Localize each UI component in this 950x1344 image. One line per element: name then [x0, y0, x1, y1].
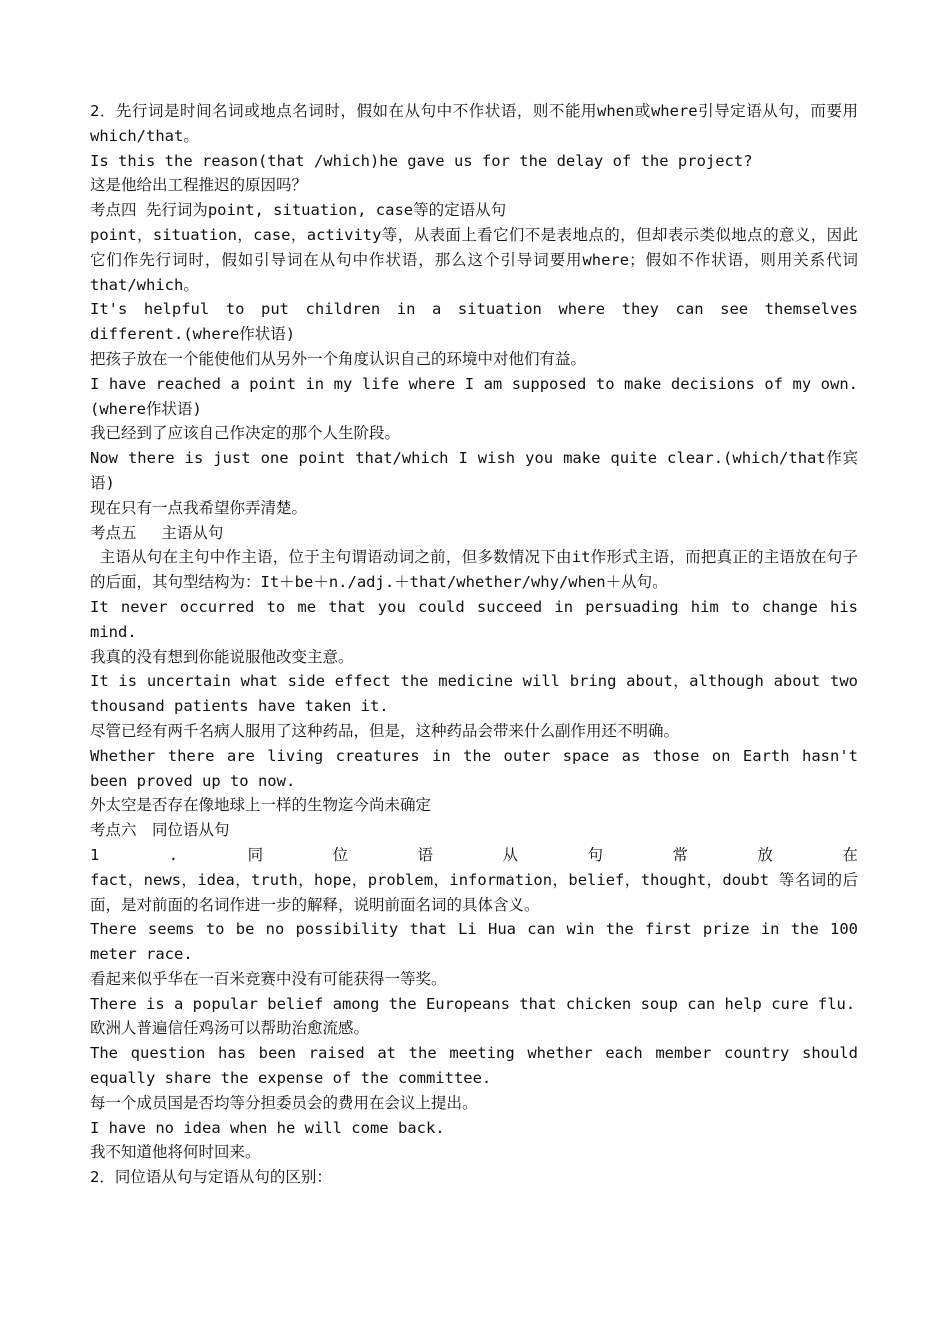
spread-char: 1	[90, 845, 100, 864]
text-line: 欧洲人普遍信任鸡汤可以帮助治愈流感。	[90, 1019, 370, 1038]
text-line: The question has been raised at the meeting whether each member country should equally share the expense of the committee.	[90, 1044, 868, 1088]
text-line: Now there is just one point that/which I wish you make quite clear.(which/that作宾语)	[90, 449, 858, 492]
text-line: 外太空是否存在像地球上一样的生物迄今尚未确定	[90, 796, 432, 815]
spread-char: 同	[247, 845, 264, 864]
text-line: I have reached a point in my life where I am supposed to make decisions of my own.(where作状语)	[90, 374, 858, 418]
text-line: There is a popular belief among the Europeans that chicken soup can help cure flu.	[90, 994, 856, 1013]
spread-text-line	[90, 843, 858, 868]
text-line: It's helpful to put children in a situation where they can see themselves different.(where作状语)	[90, 300, 868, 344]
spread-char: .	[168, 845, 179, 864]
text-line: It never occurred to me that you could succeed in persuading him to change his mind.	[90, 597, 868, 641]
spread-char: 放	[757, 845, 773, 864]
spread-char: 语	[417, 845, 434, 864]
text-line: 我真的没有想到你能说服他改变主意。	[90, 647, 354, 666]
section-heading: 考点五 主语从句	[90, 523, 224, 542]
text-line: 2．先行词是时间名词或地点名词时，假如在从句中不作状语，则不能用when或where引导定语从句，而要用which/that。	[90, 102, 858, 145]
section-heading: 考点四 先行词为point, situation, case等的定语从句	[90, 201, 507, 220]
spread-char: 从	[502, 845, 519, 864]
text-line: 每一个成员国是否均等分担委员会的费用在会议上提出。	[90, 1093, 478, 1112]
text-line: 主语从句在主句中作主语，位于主句谓语动词之前，但多数情况下由it作形式主语，而把真正的主语放在句子的后面，其句型结构为：It＋be＋n./adj.＋that/whether/why/when＋从句。	[90, 548, 858, 592]
text-line: It is uncertain what side effect the medicine will bring about，although about two thousand patients have taken it.	[90, 672, 868, 716]
text-line: 我已经到了应该自己作决定的那个人生阶段。	[90, 424, 401, 443]
text-line: 尽管已经有两千名病人服用了这种药品，但是，这种药品会带来什么副作用还不明确。	[90, 721, 680, 740]
text-line: 看起来似乎华在一百米竞赛中没有可能获得一等奖。	[90, 969, 447, 988]
section-heading: 考点六 同位语从句	[90, 821, 230, 840]
spread-char: 句	[587, 845, 603, 864]
text-line: There seems to be no possibility that Li Hua can win the first prize in the 100 meter race.	[90, 920, 877, 964]
text-line: 把孩子放在一个能使他们从另外一个角度认识自己的环境中对他们有益。	[90, 349, 587, 368]
text-line: 我不知道他将何时回来。	[90, 1143, 261, 1162]
document-body	[90, 99, 877, 1190]
text-line: Is this the reason(that /which)he gave us for the delay of the project?	[90, 151, 753, 170]
spread-char: 位	[332, 845, 349, 864]
text-line: Whether there are living creatures in the outer space as those on Earth hasn't been proved up to now.	[90, 746, 868, 790]
text-line: fact，news，idea，truth，hope，problem，information，belief，thought，doubt 等名词的后面，是对前面的名词作进一步的解释，说明前面名词的具体含义。	[90, 870, 858, 914]
text-line: I have no idea when he will come back.	[90, 1118, 445, 1137]
spread-char: 常	[672, 845, 688, 864]
text-line: 现在只有一点我希望你弄清楚。	[90, 498, 308, 517]
text-line: 这是他给出工程推迟的原因吗？	[90, 176, 308, 195]
text-line: point，situation，case，activity等，从表面上看它们不是表地点的，但却表示类似地点的意义，因此它们作先行词时，假如引导词在从句中作状语，那么这个引导词要用where；假如不作状语，则用关系代词that/which。	[90, 225, 858, 294]
text-line: 2．同位语从句与定语从句的区别：	[90, 1168, 332, 1187]
spread-char: 在	[842, 845, 858, 864]
